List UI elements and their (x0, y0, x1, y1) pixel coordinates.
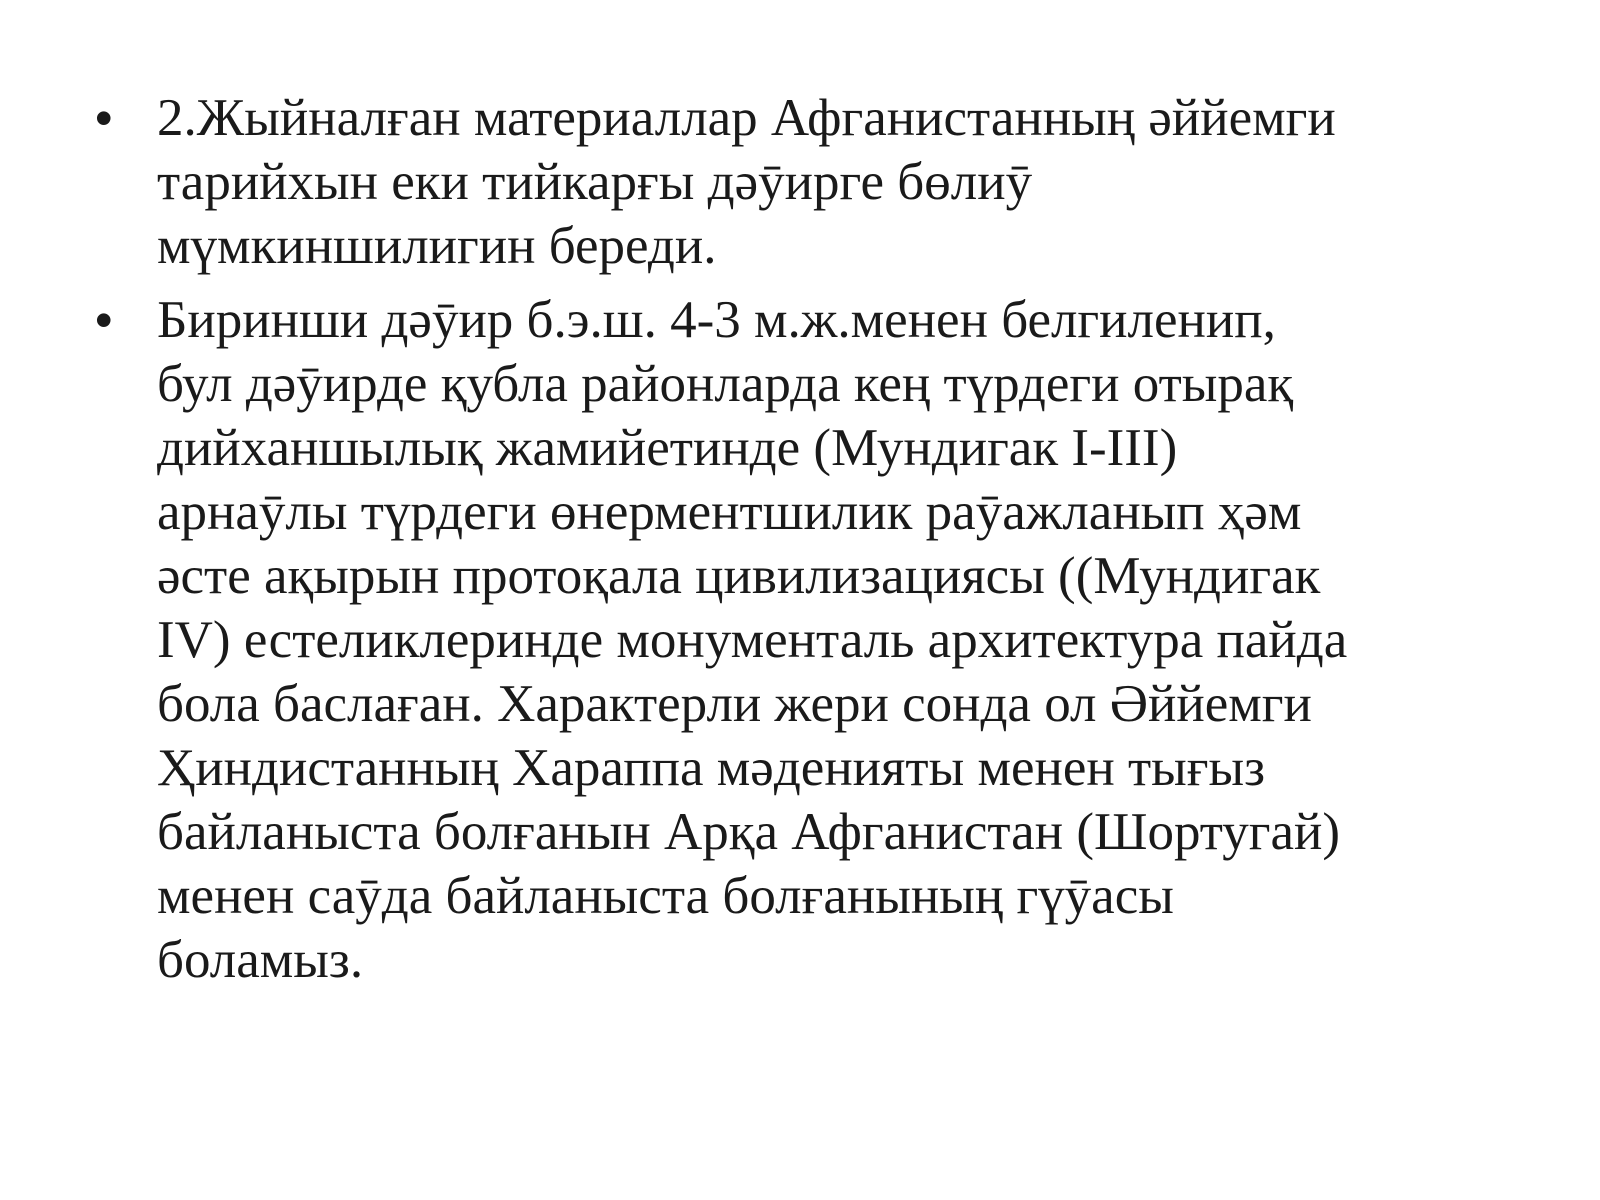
bullet-icon: • (95, 90, 113, 146)
bullet-text-1: 2.Жыйналған материаллар Афганистанның әййемги тарийхын еки тийкарғы дәӯирге бөлиӯ мүмкиншилигин береди. (157, 89, 1336, 275)
bullet-icon: • (95, 292, 113, 348)
bullet-item-1 (93, 86, 1533, 278)
bullet-list (93, 86, 1533, 1002)
bullet-text-2: Биринши дәӯир б.э.ш. 4-3 м.ж.менен белгиленип, бул дәӯирде қубла районларда кең түрдеги отырақ дийханшылық жамийетинде (Мундигак I-III) арнаӯлы түрдеги өнерментшилик раӯажланып ҳәм әсте ақырын протоқала цивилизациясы ((Мундигак IV) естеликлеринде монументаль архитектура пайда бола баслаған. Характерли жери сонда ол Әййемги Ҳиндистанның Хараппа мәденияты менен тығыз байланыста болғанын Арқа Афганистан (Шортугай) менен саӯда байланыста болғанының гүӯасы боламыз. (157, 291, 1348, 989)
bullet-item-2 (93, 288, 1533, 992)
